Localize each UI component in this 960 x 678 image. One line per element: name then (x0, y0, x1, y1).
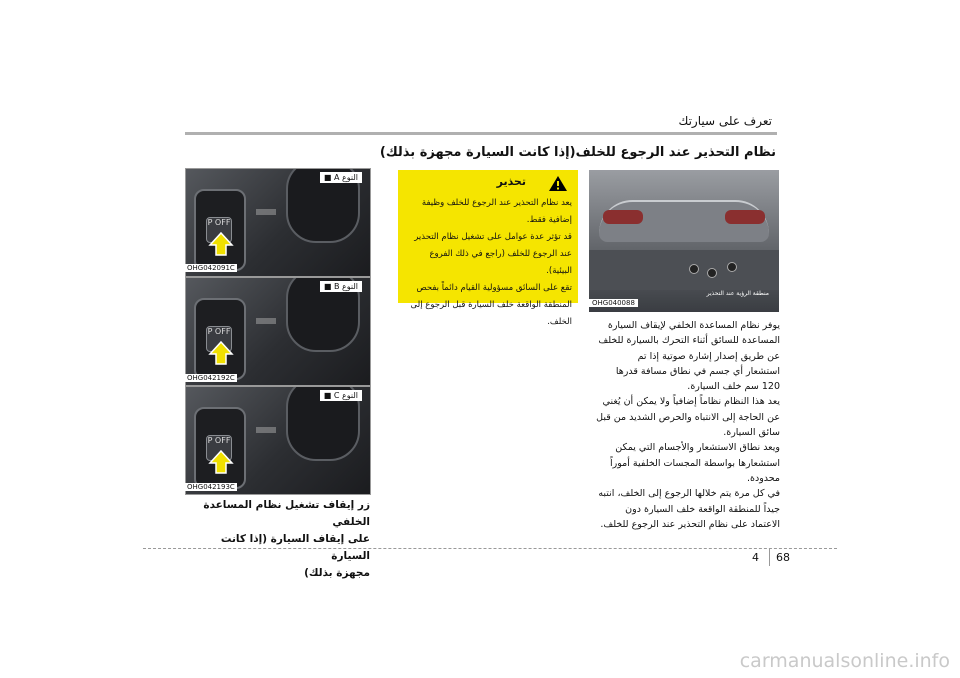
car-rear-photo (589, 170, 779, 312)
page-number-divider (769, 548, 770, 566)
warning-line: يعد نظام التحذير عند الرجوع للخلف وظيفة (421, 198, 572, 208)
gear-image-type-c (185, 386, 371, 495)
warning-line: قد تؤثر عدة عوامل على تشغيل نظام التحذير (414, 232, 572, 242)
car-photo-caption: منطقة الرؤية عند التحذير (706, 290, 769, 297)
parking-assist-off-button: P OFF (206, 326, 232, 352)
warning-line: البيئية). (546, 266, 572, 276)
up-arrow-icon (208, 231, 234, 257)
gear-type-tag: النوع B ■ (320, 281, 362, 292)
parking-assist-off-button: P OFF (206, 435, 232, 461)
caption-line: زر إيقاف تشغيل نظام المساعدة الخلفي (203, 499, 370, 528)
car-photo-code: OHG040088 (589, 299, 638, 307)
gear-image-code: OHG042091C (187, 264, 235, 272)
footer-rule (143, 548, 837, 549)
body-line: عن طريق إصدار إشارة صوتية إذا تم (637, 350, 780, 362)
body-line: ويعد نطاق الاستشعار والأجسام التي يمكن (615, 442, 780, 454)
warning-line: تقع على السائق مسؤولية القيام دائماً بفحص (416, 283, 572, 293)
header-title: تعرف على سيارتك (678, 114, 772, 128)
body-line: استشعارها بواسطة المجسات الخلفية أموراً (610, 457, 780, 469)
caption-line: على إيقاف السيارة (إذا كانت السيارة (220, 533, 370, 562)
gear-image-code: OHG042193C (187, 483, 235, 491)
body-line: الاعتماد على نظام التحذير عند الرجوع للخلف. (600, 518, 780, 530)
body-line: عن الحاجة إلى الانتباه والحرص الشديد من قبل (596, 411, 780, 423)
body-line: 120 سم خلف السيارة. (687, 381, 780, 393)
warning-title: تحذير (496, 175, 526, 188)
gear-image-type-b (185, 277, 371, 386)
gear-image-type-a (185, 168, 371, 277)
body-line: يعد هذا النظام نظاماً إضافياً ولا يمكن أن يُغني (602, 396, 780, 408)
body-line: يوفر نظام المساعدة الخلفي لإيقاف السيارة (607, 320, 780, 331)
images-caption (190, 497, 370, 582)
body-text (572, 318, 780, 532)
section-title: نظام التحذير عند الرجوع للخلف(إذا كانت السيارة مجهزة بذلك) (379, 145, 776, 160)
warning-line: عند الرجوع للخلف (راجع في ذلك الفروع (429, 249, 572, 259)
body-line: جيداً للمنطقة الواقعة خلف السيارة دون (625, 503, 780, 515)
caption-line: مجهزة بذلك) (304, 567, 370, 579)
body-line: محدودة. (746, 472, 780, 484)
body-line: سائق السيارة. (723, 427, 780, 439)
chapter-number: 4 (752, 551, 759, 564)
warning-line: إضافية فقط. (526, 215, 572, 225)
body-line: في كل مرة يتم خلالها الرجوع إلى الخلف، انتبه (598, 488, 780, 500)
parking-assist-off-button: P OFF (206, 217, 232, 243)
warning-line: الخلف. (547, 317, 572, 327)
gear-type-tag: النوع A ■ (320, 172, 362, 183)
gear-image-code: OHG042192C (187, 374, 235, 382)
warning-text (402, 195, 572, 331)
warning-triangle-icon (548, 175, 568, 192)
gear-type-tag: النوع C ■ (320, 390, 362, 401)
body-line: استشعار أي جسم في نطاق مسافة قدرها (615, 365, 780, 377)
up-arrow-icon (208, 449, 234, 475)
warning-line: المنطقة الواقعة خلف السيارة قبل الرجوع إلى (410, 300, 572, 310)
up-arrow-icon (208, 340, 234, 366)
body-line: المساعدة للسائق أثناء التحرك بالسيارة للخلف (598, 335, 780, 347)
page-number: 68 (776, 551, 790, 564)
header-rule (185, 132, 777, 135)
watermark: carmanualsonline.info (739, 650, 950, 672)
